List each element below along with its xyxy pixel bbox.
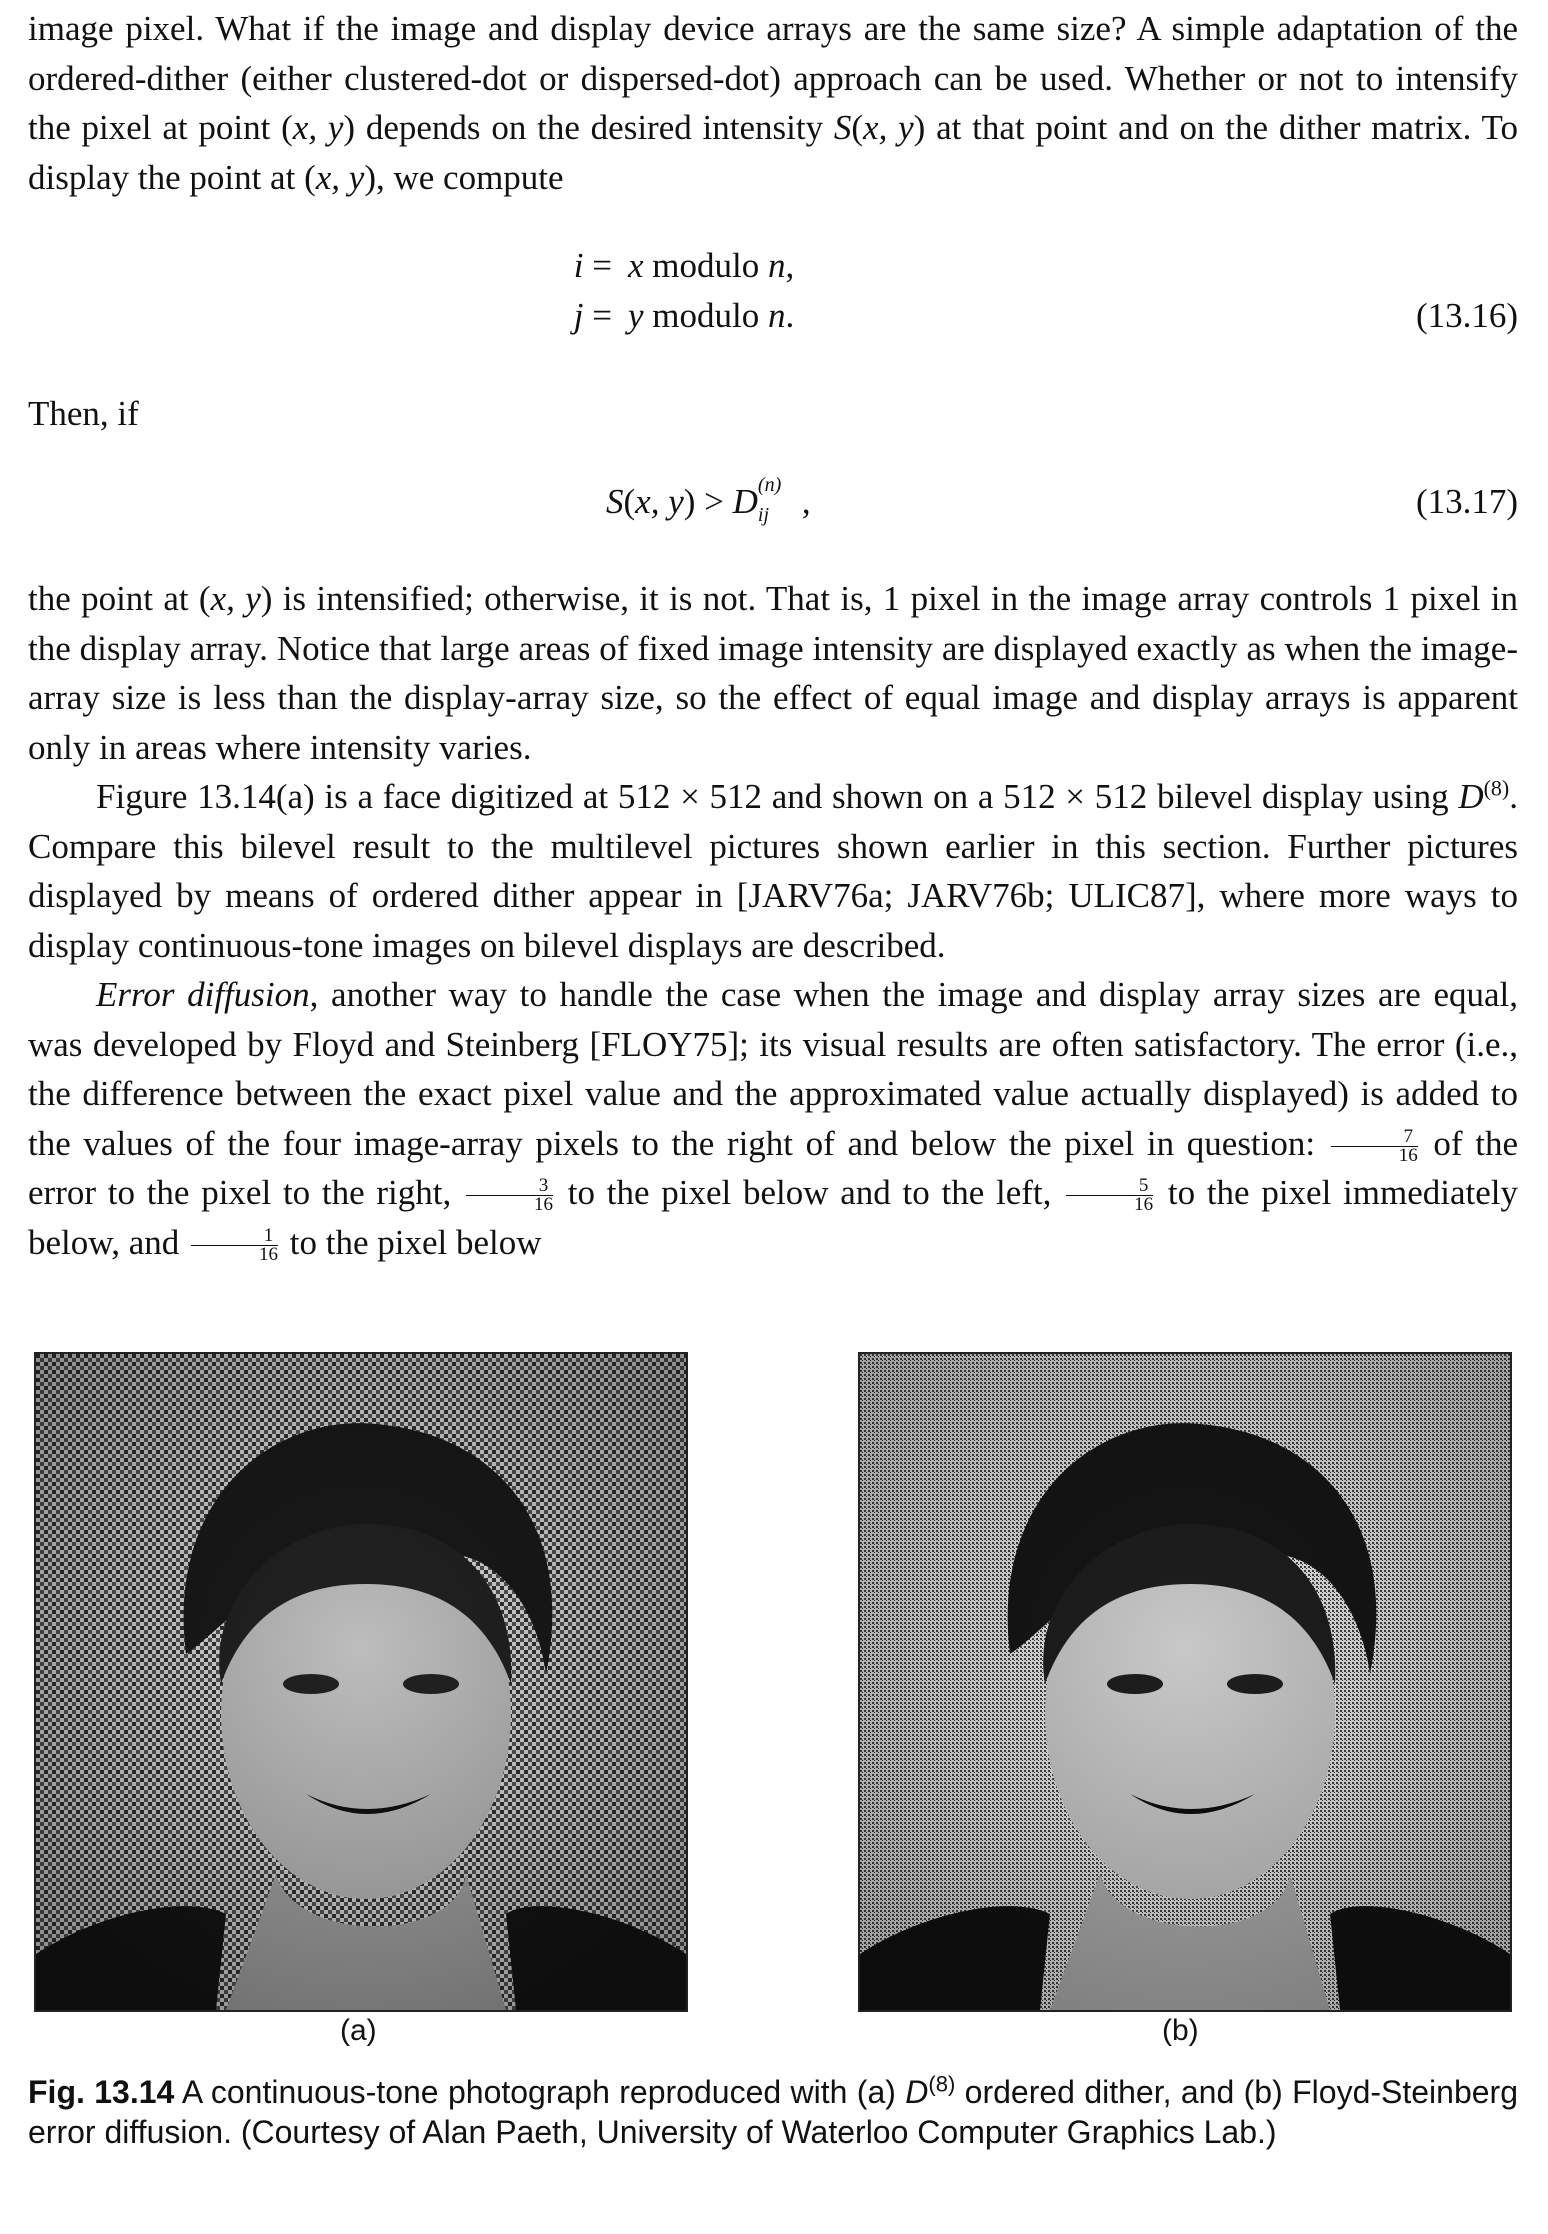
body-text bbox=[28, 574, 1518, 1267]
equation-number-13-16: (13.16) bbox=[1415, 296, 1518, 335]
fraction-7-16: $\frac{7}{16}$ bbox=[1331, 1128, 1418, 1165]
figure-label-b: (b) bbox=[1162, 2014, 1199, 2047]
paragraph-3: Figure 13.14(a) is a face digitized at 512 × 512 and shown on a 512 × 512 bilevel display using $D^{(8)}$. Compare this bilevel result to the multilevel pictures shown earlier in this section. Further pictures displayed by means of ordered dither appear in [JARV76a; JARV76b; ULIC87], where more ways to display continuous-tone images on bilevel displays are described. bbox=[28, 775, 1518, 965]
figure-label-a: (a) bbox=[340, 2014, 377, 2047]
then-text: Then, if bbox=[28, 394, 139, 433]
fraction-1-16: $\frac{1}{16}$ bbox=[191, 1227, 278, 1264]
equation-13-16-line-1: i = x modulo n, bbox=[573, 246, 795, 285]
photo-ordered-dither bbox=[34, 1352, 688, 2012]
equation-13-16-line-2: j = y modulo n. (13.16) bbox=[573, 296, 1518, 335]
figure-number: Fig. 13.14 bbox=[28, 2074, 175, 2110]
paragraph-4: Error diffusion, another way to handle the case when the image and display array sizes are equal, was developed by Floyd and Steinberg [FLOY75]; its visual results are often satisfactory. The error (i.e., the difference between the exact pixel value and the approximated value actually displayed) is added to the values of the four image-array pixels to the right of and below the pixel in question: $\frac{7}{16}$ of the error to the pixel to the right, $\frac{3}{16}$ to the pixel below and to the left, $\frac{5}{16}$ to the pixel immediately below, and $\frac{1}{16}$ to the pixel below bbox=[28, 975, 1518, 1265]
paragraph-2: the point at (x, y) is intensified; otherwise, it is not. That is, 1 pixel in the image array controls 1 pixel in the display array. Notice that large areas of fixed image intensity are displayed exactly as when the image-array size is less than the display-array size, so the effect of equal image and display arrays is apparent only in areas where intensity varies. bbox=[28, 579, 1518, 767]
fraction-3-16: $\frac{3}{16}$ bbox=[466, 1177, 553, 1214]
equation-13-17: S(x, y) > D (n) ij , (13.17) bbox=[606, 474, 1518, 526]
photo-error-diffusion bbox=[858, 1352, 1512, 2012]
paragraph-1: image pixel. What if the image and display device arrays are the same size? A simple adaptation of the ordered-dither (either clustered-dot or dispersed-dot) approach can be used. Whether or not to intensify the pixel at point (x, y) depends on the desired intensity S(x, y) at that point and on the dither matrix. To display the point at (x, y), we compute bbox=[28, 9, 1518, 197]
figure-caption: Fig. 13.14 A continuous-tone photograph reproduced with (a) $D^{(8)}$ ordered dither, and (b) Floyd-Steinberg error diffusion. (Courtesy of Alan Paeth, University of Waterloo Computer Graphics Lab.) bbox=[28, 2071, 1519, 2150]
fraction-5-16: $\frac{5}{16}$ bbox=[1066, 1177, 1153, 1214]
equation-number-13-17: (13.17) bbox=[1415, 482, 1518, 521]
